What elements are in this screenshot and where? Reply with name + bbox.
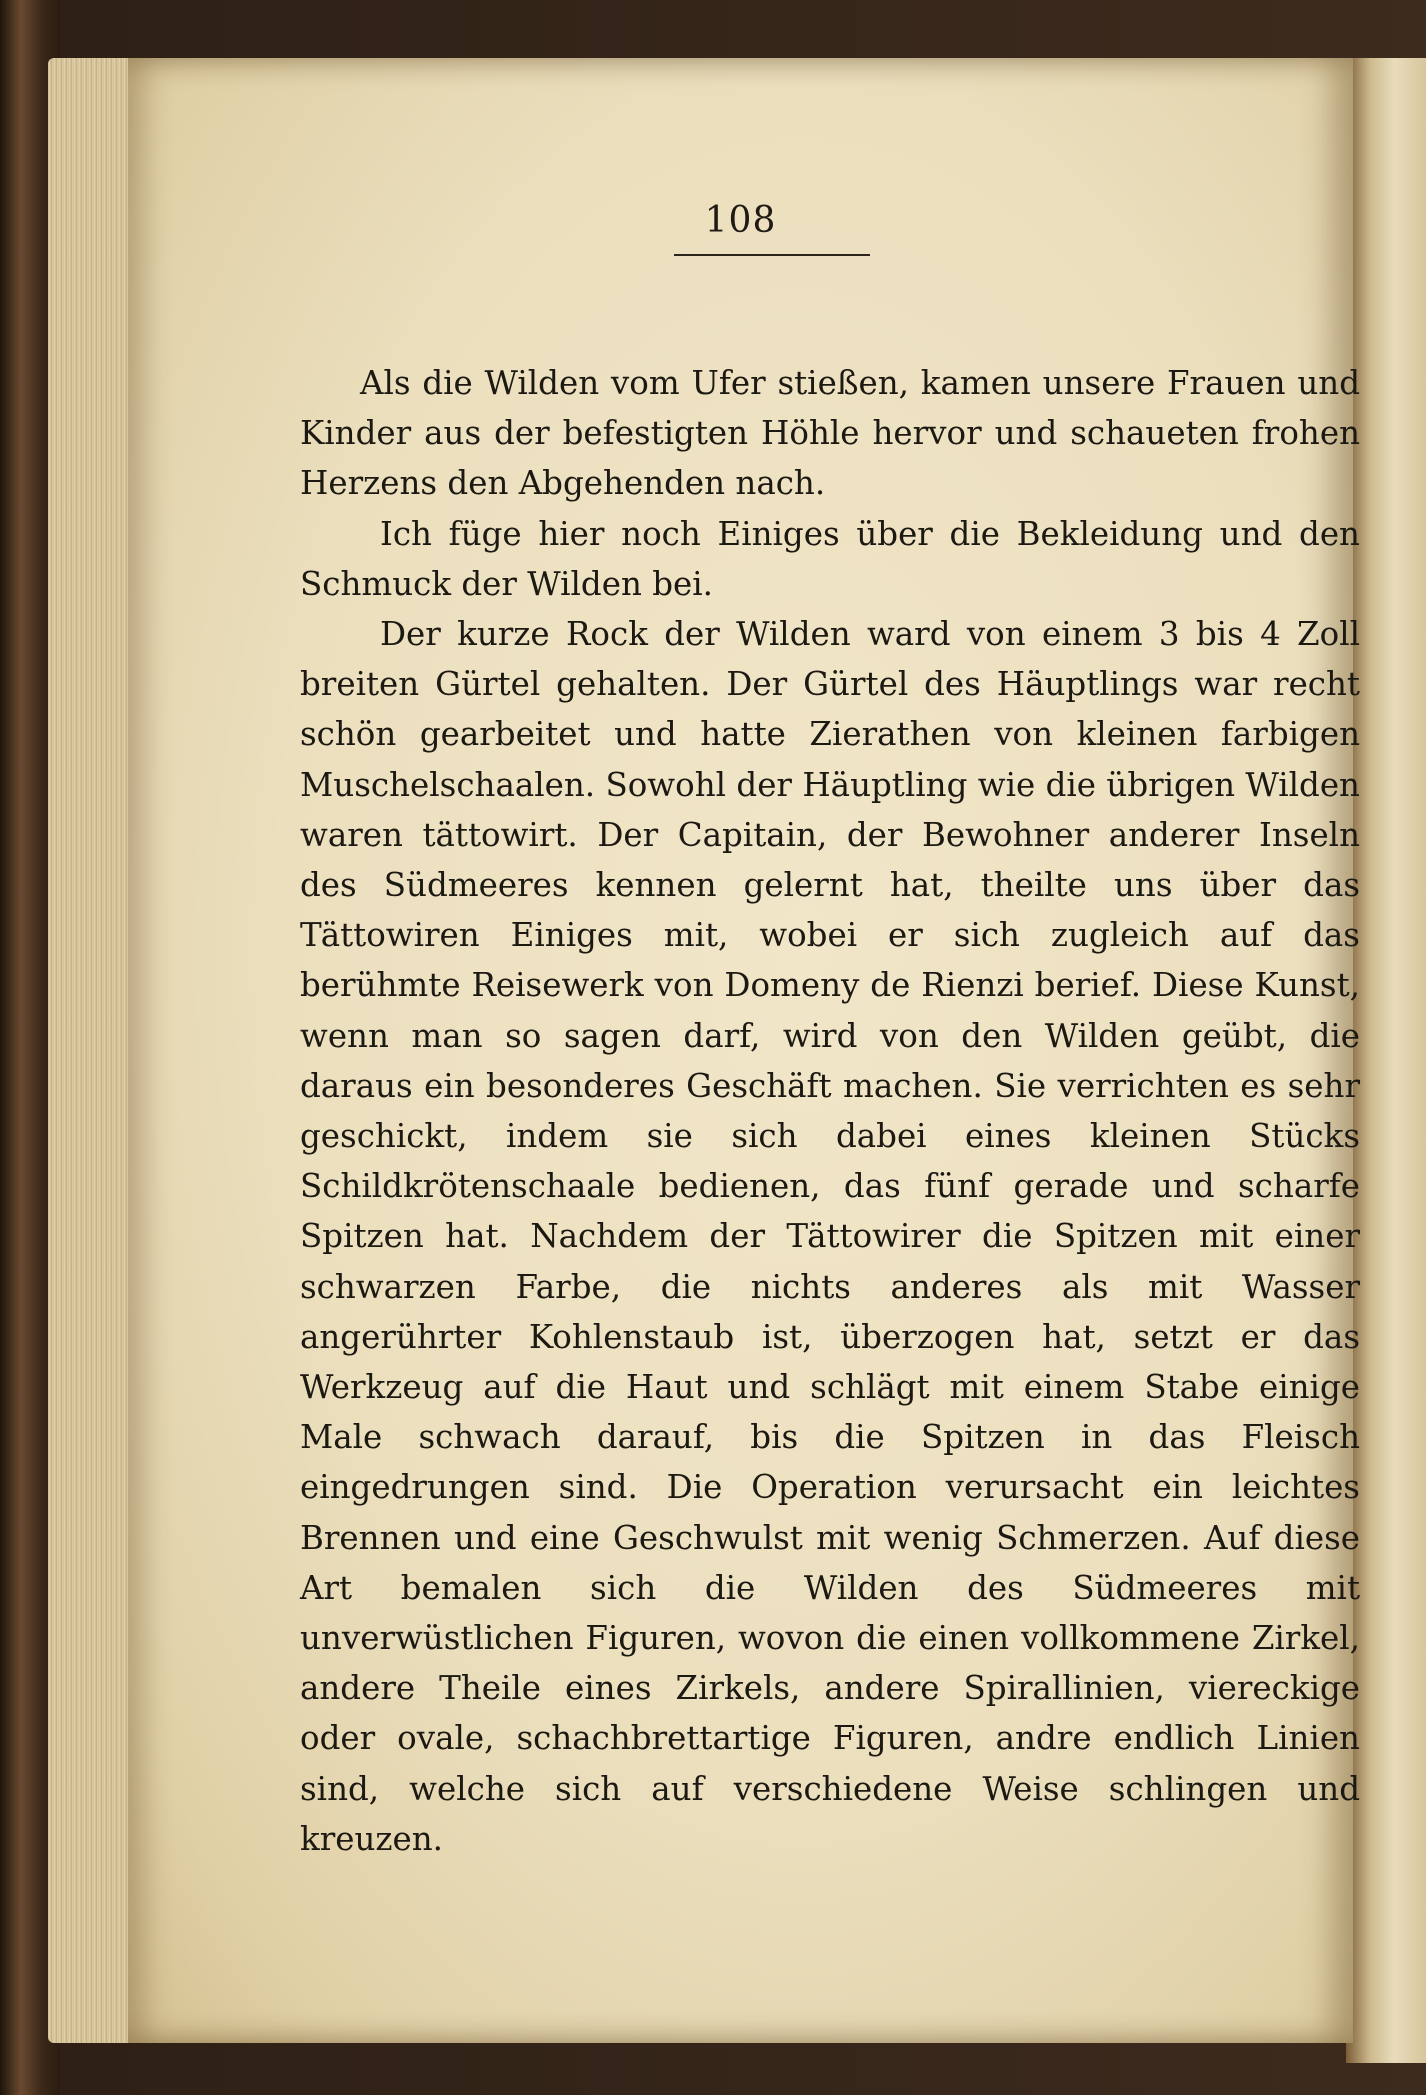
page-number: 108: [704, 200, 777, 241]
page-edges: [48, 58, 136, 2043]
paragraph-3: Der kurze Rock der Wilden ward von einem 3 bis 4 Zoll breiten Gürtel gehalten. Der Gürtel des Häuptlings war recht schön gearbeitet und hatte Zierathen von kleinen farbigen Muschelschaalen. Sowohl der Häuptling wie die übrigen Wilden waren tättowirt. Der Capitain, der Bewohner anderer Inseln des Südmeeres kennen gelernt hat, theilte uns über das Tättowiren Einiges mit, wobei er sich zugleich auf das berühmte Reisewerk von Domeny de Rienzi berief. Diese Kunst, wenn man so sagen darf, wird von den Wilden geübt, die daraus ein besonderes Geschäft machen. Sie verrichten es sehr geschickt, indem sie sich dabei eines kleinen Stücks Schildkrötenschaale bedienen, das fünf gerade und scharfe Spitzen hat. Nachdem der Tättowirer die Spitzen mit einer schwarzen Farbe, die nichts anderes als mit Wasser angerührter Kohlenstaub ist, überzogen hat, setzt er das Werkzeug auf die Haut und schlägt mit einem Stabe einige Male schwach darauf, bis die Spitzen in das Fleisch eingedrungen sind. Die Operation verursacht ein leichtes Brennen und eine Geschwulst mit wenig Schmerzen. Auf diese Art bemalen sich die Wilden des Südmeeres mit unverwüstlichen Figuren, wovon die einen vollkommene Zirkel, andere Theile eines Zirkels, andere Spirallinien, viereckige oder ovale, schachbrettartige Figuren, andre endlich Linien sind, welche sich auf verschiedene Weise schlingen und kreuzen.: [300, 615, 1360, 1858]
header-rule: [674, 254, 870, 256]
book-page: [128, 58, 1360, 2043]
body-text: [300, 358, 1360, 1864]
paragraph-1: Als die Wilden vom Ufer stießen, kamen unsere Frauen und Kinder aus der befestigten Höhle hervor und schaueten frohen Herzens den Abgehenden nach.: [300, 364, 1360, 503]
paragraph-2: Ich füge hier noch Einiges über die Bekleidung und den Schmuck der Wilden bei.: [300, 514, 1360, 603]
